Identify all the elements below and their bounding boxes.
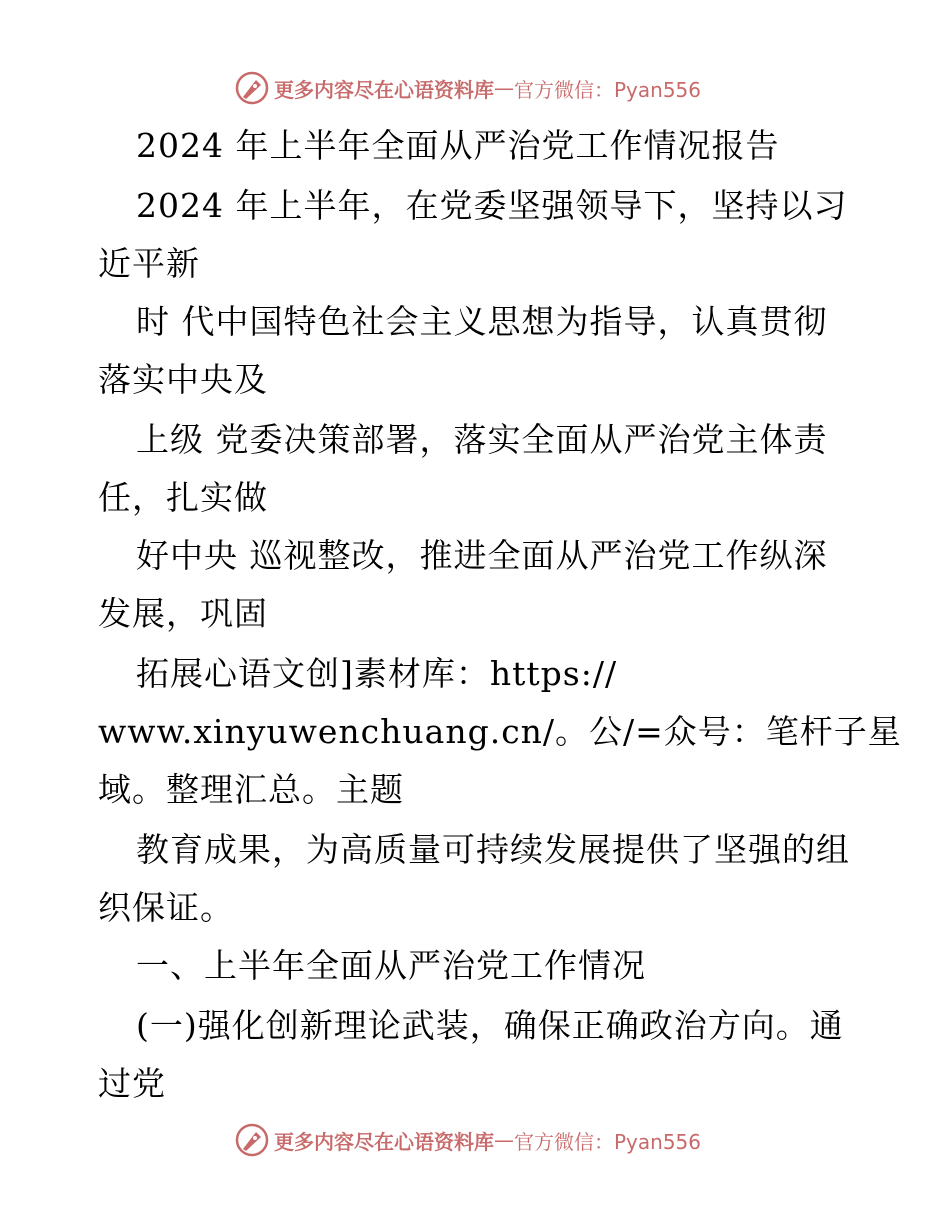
paragraph-line: 发展，巩固 (98, 594, 268, 633)
paragraph-line: 落实中央及 (98, 360, 268, 399)
watermark-text: 更多内容尽在心语资料库 (274, 77, 494, 102)
paragraph-line: 教育成果，为高质量可持续发展提供了坚强的组 (136, 830, 850, 869)
paragraph-line: 好中央 巡视整改，推进全面从严治党工作纵深 (136, 536, 828, 575)
paragraph-line: 时 代中国特色社会主义思想为指导，认真贯彻 (136, 302, 828, 341)
paragraph-line: 上级 党委决策部署，落实全面从严治党主体责 (136, 420, 828, 459)
watermark-contact: 官方微信：Pyan556 (514, 77, 702, 102)
watermark-text: 更多内容尽在心语资料库 (274, 1129, 494, 1154)
paragraph-line: 近平新 (98, 244, 200, 283)
paragraph-line: 织保证。 (98, 888, 234, 927)
paragraph-line: www.xinyuwenchuang.cn/。公/=众号：笔杆子星 (98, 712, 902, 751)
pen-nib-circle-icon (234, 1122, 270, 1158)
watermark-dash: — (494, 76, 514, 100)
header-watermark-banner (234, 68, 701, 108)
document-title: 2024 年上半年全面从严治党工作情况报告 (136, 126, 780, 165)
watermark-dash: — (494, 1128, 514, 1152)
paragraph-line: 域。整理汇总。主题 (98, 770, 404, 809)
paragraph-line: 任，扎实做 (98, 478, 268, 517)
subsection-heading: (一)强化创新理论武装，确保正确政治方向。通 (136, 1006, 844, 1045)
footer-watermark-banner (234, 1120, 701, 1160)
paragraph-line: 2024 年上半年，在党委坚强领导下，坚持以习 (136, 186, 848, 225)
paragraph-line: 过党 (98, 1064, 166, 1103)
section-heading: 一、上半年全面从严治党工作情况 (136, 946, 646, 985)
pen-nib-circle-icon (234, 70, 270, 106)
watermark-contact: 官方微信：Pyan556 (514, 1129, 702, 1154)
paragraph-line: 拓展心语文创]素材库：https:// (136, 654, 618, 693)
